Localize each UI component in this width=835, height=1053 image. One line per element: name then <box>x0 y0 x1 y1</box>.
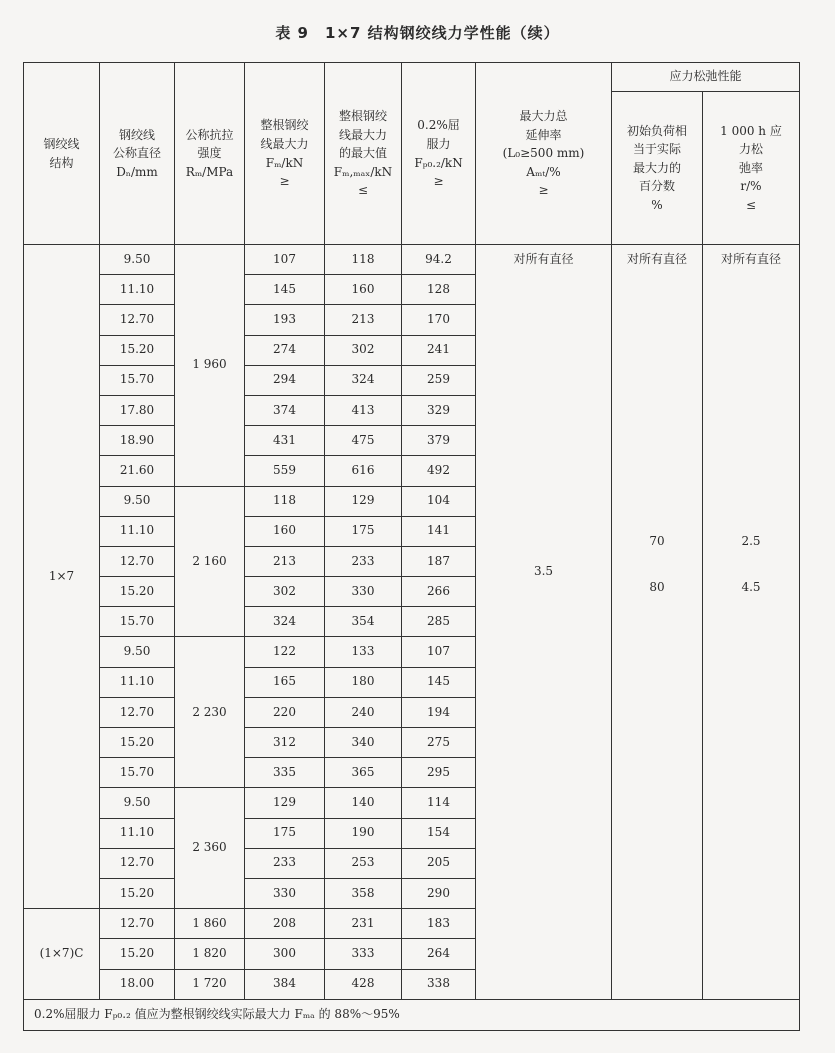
structure-1x7c: (1×7)C <box>24 909 100 1000</box>
max-force-upper-cell: 118 <box>325 245 402 275</box>
yield-force-cell: 205 <box>402 848 476 878</box>
yield-force-cell: 187 <box>402 546 476 576</box>
max-force-cell: 294 <box>245 365 325 395</box>
yield-force-cell: 114 <box>402 788 476 818</box>
yield-force-cell: 94.2 <box>402 245 476 275</box>
max-force-cell: 324 <box>245 607 325 637</box>
max-force-upper-cell: 129 <box>325 486 402 516</box>
header-structure <box>24 63 100 245</box>
all-diameters-label: 对所有直径 <box>513 252 574 266</box>
diameter-cell: 15.20 <box>100 878 175 908</box>
yield-force-cell: 107 <box>402 637 476 667</box>
max-force-cell: 302 <box>245 577 325 607</box>
header-line: r/% <box>740 179 762 194</box>
diameter-cell: 11.10 <box>100 516 175 546</box>
max-force-upper-cell: 330 <box>325 577 402 607</box>
max-force-upper-cell: 190 <box>325 818 402 848</box>
max-force-upper-cell: 475 <box>325 426 402 456</box>
load-pct-70: 70 <box>649 534 665 548</box>
header-line: 0.2%屈 <box>417 118 460 133</box>
max-force-upper-cell: 180 <box>325 667 402 697</box>
header-line: 钢绞线 <box>118 127 155 142</box>
max-force-upper-cell: 413 <box>325 395 402 425</box>
diameter-cell: 12.70 <box>100 305 175 335</box>
header-line: 最大力总 <box>519 109 568 124</box>
header-line: Aₘₜ/% <box>526 164 561 179</box>
header-line: (L₀≥500 mm) <box>502 146 585 161</box>
diameter-cell: 15.70 <box>100 607 175 637</box>
yield-force-cell: 145 <box>402 667 476 697</box>
max-force-upper-cell: 358 <box>325 878 402 908</box>
table-title: 表 9 1×7 结构钢绞线力学性能（续） <box>275 24 560 42</box>
yield-force-cell: 264 <box>402 939 476 969</box>
elongation-merged-cell <box>476 245 612 1000</box>
header-line: 结构 <box>49 155 74 170</box>
max-force-cell: 312 <box>245 728 325 758</box>
max-force-cell: 129 <box>245 788 325 818</box>
max-force-upper-cell: 333 <box>325 939 402 969</box>
strength-cell: 2 230 <box>175 637 245 788</box>
header-line: 公称抗拉 <box>185 127 234 142</box>
elongation-value: 3.5 <box>533 564 554 578</box>
header-line: ≥ <box>433 174 444 189</box>
diameter-cell: 15.20 <box>100 728 175 758</box>
header-line: Fₘ/kN <box>265 155 304 170</box>
max-force-cell: 330 <box>245 878 325 908</box>
yield-force-cell: 379 <box>402 426 476 456</box>
max-force-upper-cell: 365 <box>325 758 402 788</box>
header-relaxation-rate <box>703 92 800 245</box>
diameter-cell: 9.50 <box>100 788 175 818</box>
yield-force-cell: 492 <box>402 456 476 486</box>
header-yield-force <box>402 63 476 245</box>
max-force-upper-cell: 160 <box>325 275 402 305</box>
header-elongation <box>476 63 612 245</box>
diameter-cell: 9.50 <box>100 245 175 275</box>
diameter-cell: 17.80 <box>100 395 175 425</box>
all-diameters-label: 对所有直径 <box>721 252 782 266</box>
max-force-cell: 208 <box>245 909 325 939</box>
header-line: ≥ <box>279 174 290 189</box>
max-force-upper-cell: 213 <box>325 305 402 335</box>
header-line: ≤ <box>357 183 369 198</box>
yield-force-cell: 170 <box>402 305 476 335</box>
header-max-force <box>245 63 325 245</box>
header-relaxation-group: 应力松弛性能 <box>612 63 800 92</box>
strength-cell: 1 720 <box>175 969 245 999</box>
max-force-cell: 145 <box>245 275 325 305</box>
header-line: Fₚ₀.₂/kN <box>414 155 463 170</box>
header-line: Dₙ/mm <box>116 164 158 179</box>
max-force-upper-cell: 233 <box>325 546 402 576</box>
max-force-upper-cell: 616 <box>325 456 402 486</box>
diameter-cell: 18.90 <box>100 426 175 456</box>
yield-force-cell: 285 <box>402 607 476 637</box>
header-line: Fₘ,ₘₐₓ/kN <box>333 164 393 179</box>
header-line: 初始负荷相 <box>626 123 687 138</box>
strength-cell: 2 160 <box>175 486 245 637</box>
max-force-cell: 374 <box>245 395 325 425</box>
yield-force-cell: 194 <box>402 697 476 727</box>
max-force-cell: 122 <box>245 637 325 667</box>
yield-force-cell: 183 <box>402 909 476 939</box>
yield-force-cell: 266 <box>402 577 476 607</box>
mechanical-properties-table <box>23 62 800 1031</box>
max-force-upper-cell: 133 <box>325 637 402 667</box>
max-force-upper-cell: 354 <box>325 607 402 637</box>
header-line: 强度 <box>197 146 222 161</box>
diameter-cell: 9.50 <box>100 486 175 516</box>
yield-force-cell: 141 <box>402 516 476 546</box>
max-force-upper-cell: 428 <box>325 969 402 999</box>
strength-cell: 1 960 <box>175 245 245 487</box>
diameter-cell: 11.10 <box>100 275 175 305</box>
yield-force-cell: 338 <box>402 969 476 999</box>
diameter-cell: 15.70 <box>100 365 175 395</box>
table-footnote: 0.2%屈服力 Fₚ₀.₂ 值应为整根钢绞线实际最大力 Fₘₐ 的 88%～95% <box>24 999 800 1030</box>
header-line: 百分数 <box>638 179 675 194</box>
max-force-cell: 233 <box>245 848 325 878</box>
yield-force-cell: 128 <box>402 275 476 305</box>
relaxation-rate-merged-cell <box>703 245 800 1000</box>
max-force-upper-cell: 240 <box>325 697 402 727</box>
yield-force-cell: 259 <box>402 365 476 395</box>
header-max-force-upper <box>325 63 402 245</box>
header-line: 整根钢绞 <box>338 109 387 124</box>
header-line: 最大力的 <box>632 160 681 175</box>
max-force-upper-cell: 324 <box>325 365 402 395</box>
max-force-cell: 118 <box>245 486 325 516</box>
max-force-upper-cell: 140 <box>325 788 402 818</box>
max-force-upper-cell: 340 <box>325 728 402 758</box>
max-force-cell: 160 <box>245 516 325 546</box>
header-line: Rₘ/MPa <box>185 164 234 179</box>
diameter-cell: 9.50 <box>100 637 175 667</box>
max-force-cell: 335 <box>245 758 325 788</box>
max-force-cell: 431 <box>245 426 325 456</box>
diameter-cell: 18.00 <box>100 969 175 999</box>
header-line: 当于实际 <box>632 142 681 157</box>
diameter-cell: 12.70 <box>100 697 175 727</box>
header-line: 线最大力 <box>338 127 387 142</box>
yield-force-cell: 329 <box>402 395 476 425</box>
diameter-cell: 12.70 <box>100 909 175 939</box>
strength-cell: 2 360 <box>175 788 245 909</box>
diameter-cell: 21.60 <box>100 456 175 486</box>
diameter-cell: 12.70 <box>100 848 175 878</box>
diameter-cell: 15.20 <box>100 577 175 607</box>
max-force-upper-cell: 302 <box>325 335 402 365</box>
max-force-cell: 193 <box>245 305 325 335</box>
header-line: ≥ <box>538 183 549 198</box>
header-line: 延伸率 <box>525 127 562 142</box>
max-force-cell: 107 <box>245 245 325 275</box>
max-force-cell: 220 <box>245 697 325 727</box>
yield-force-cell: 104 <box>402 486 476 516</box>
max-force-cell: 165 <box>245 667 325 697</box>
yield-force-cell: 241 <box>402 335 476 365</box>
header-line: 弛率 <box>739 160 764 175</box>
load-pct-80: 80 <box>649 580 665 594</box>
strength-cell: 1 820 <box>175 939 245 969</box>
yield-force-cell: 154 <box>402 818 476 848</box>
diameter-cell: 15.20 <box>100 335 175 365</box>
max-force-upper-cell: 253 <box>325 848 402 878</box>
header-line: 线最大力 <box>260 136 309 151</box>
diameter-cell: 15.20 <box>100 939 175 969</box>
max-force-upper-cell: 175 <box>325 516 402 546</box>
max-force-cell: 175 <box>245 818 325 848</box>
max-force-cell: 274 <box>245 335 325 365</box>
max-force-cell: 213 <box>245 546 325 576</box>
header-line: ≤ <box>745 197 757 212</box>
yield-force-cell: 290 <box>402 878 476 908</box>
header-line: % <box>651 197 663 212</box>
header-line: 公称直径 <box>112 146 161 161</box>
structure-1x7: 1×7 <box>24 245 100 909</box>
relax-rate-45: 4.5 <box>741 580 761 594</box>
header-strength <box>175 63 245 245</box>
header-diameter <box>100 63 175 245</box>
header-line: 服力 <box>426 136 451 151</box>
header-initial-load <box>612 92 703 245</box>
header-line: 的最大值 <box>338 146 387 161</box>
max-force-upper-cell: 231 <box>325 909 402 939</box>
diameter-cell: 15.70 <box>100 758 175 788</box>
strength-cell: 1 860 <box>175 909 245 939</box>
header-line: 力松 <box>739 142 764 157</box>
header-line: 钢绞线 <box>43 136 80 151</box>
header-line: 整根钢绞 <box>260 118 309 133</box>
max-force-cell: 559 <box>245 456 325 486</box>
table-row <box>24 245 800 275</box>
diameter-cell: 11.10 <box>100 818 175 848</box>
diameter-cell: 11.10 <box>100 667 175 697</box>
max-force-cell: 384 <box>245 969 325 999</box>
diameter-cell: 12.70 <box>100 546 175 576</box>
initial-load-merged-cell <box>612 245 703 1000</box>
yield-force-cell: 275 <box>402 728 476 758</box>
max-force-cell: 300 <box>245 939 325 969</box>
all-diameters-label: 对所有直径 <box>626 252 687 266</box>
header-line: 1 000 h 应 <box>720 123 782 138</box>
yield-force-cell: 295 <box>402 758 476 788</box>
relax-rate-25: 2.5 <box>741 534 761 548</box>
